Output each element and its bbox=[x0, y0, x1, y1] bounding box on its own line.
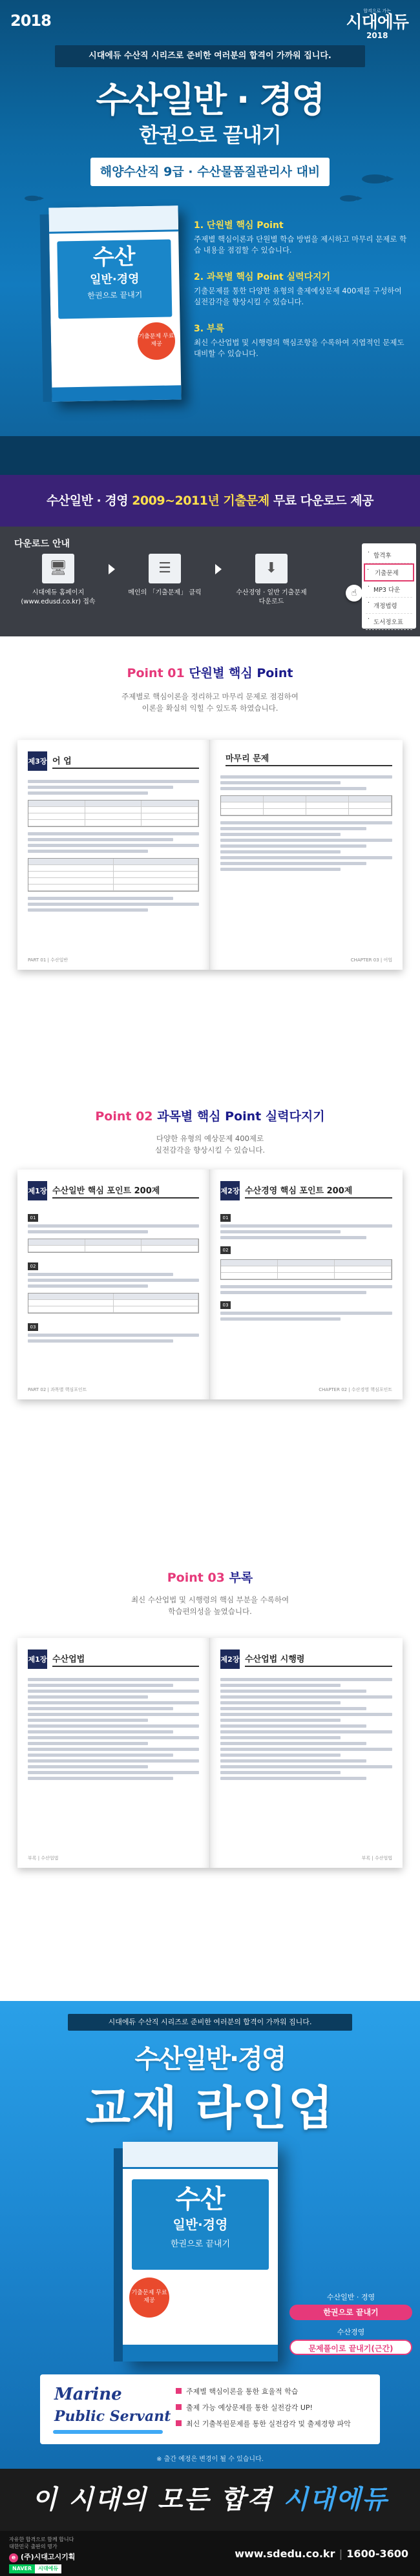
menu-item[interactable]: · 개정법령 bbox=[366, 598, 412, 614]
chapter-title: 마무리 문제 bbox=[226, 751, 392, 766]
text-line bbox=[220, 839, 392, 842]
text-line bbox=[220, 1690, 366, 1693]
text-line bbox=[28, 1713, 199, 1716]
arrow-right-icon bbox=[109, 564, 115, 574]
text-line bbox=[220, 1736, 341, 1739]
series-feature: 주제별 핵심이론을 통한 효율적 학습 bbox=[176, 2386, 370, 2396]
brand-year: 2018 bbox=[366, 31, 388, 40]
text-line bbox=[220, 1719, 341, 1722]
text-line bbox=[28, 1284, 148, 1288]
feature-point-desc: 기출문제를 통한 다양한 유형의 출제예상문제 400제를 구성하여 실전감각을 향상시킬 수 있습니다. bbox=[194, 286, 402, 306]
point-desc-line: 이론을 확실히 익힐 수 있도록 하였습니다. bbox=[142, 704, 278, 713]
text-line bbox=[28, 1736, 199, 1739]
book-title-main: 수산 bbox=[175, 2184, 226, 2214]
point-desc-line: 다양한 유형의 예상문제 400제로 bbox=[156, 1134, 264, 1143]
fish-icon bbox=[25, 196, 40, 201]
book-cover bbox=[48, 205, 181, 401]
publisher-name: (주)시대고시기획 bbox=[21, 2553, 76, 2561]
slogan-highlight: 시대에듀 bbox=[283, 2485, 388, 2515]
fish-icon bbox=[340, 195, 358, 202]
text-line bbox=[220, 1701, 341, 1704]
text-line bbox=[220, 833, 341, 836]
sample-table bbox=[28, 800, 199, 827]
sample-table bbox=[220, 795, 392, 816]
menu-item[interactable]: · 도서정오표 bbox=[366, 614, 412, 630]
text-line bbox=[28, 1695, 148, 1699]
point-03-title bbox=[0, 1568, 420, 1586]
hand-cursor-icon: ☝ bbox=[346, 585, 362, 602]
banner-text-highlight: 2009~2011년 기출문제 bbox=[132, 494, 269, 508]
hero-section bbox=[0, 0, 420, 475]
point-number: Point 02 bbox=[95, 1109, 153, 1124]
question-number: 02 bbox=[28, 1262, 38, 1270]
lineup-book-cover[interactable] bbox=[123, 2142, 278, 2361]
contact-info bbox=[235, 2548, 408, 2560]
publisher-info bbox=[9, 2536, 74, 2550]
point-02-desc bbox=[0, 1133, 420, 1156]
text-line bbox=[28, 1742, 148, 1745]
text-line bbox=[220, 1317, 341, 1321]
point-03-section bbox=[0, 1522, 420, 2001]
chapter-heading bbox=[220, 1649, 392, 1669]
book-header bbox=[123, 2142, 278, 2169]
brand-name: 시대에듀 bbox=[346, 13, 408, 32]
text-line bbox=[220, 1724, 366, 1728]
lineup-title-main: 교재 라인업 bbox=[85, 2081, 335, 2135]
point-01-desc bbox=[0, 691, 420, 714]
chapter-number: 제2장 bbox=[220, 1181, 240, 1200]
book-title-block bbox=[57, 239, 172, 319]
series-logo-line1: Marine bbox=[54, 2385, 122, 2404]
chapter-heading bbox=[28, 751, 199, 771]
text-line bbox=[220, 1765, 392, 1768]
download-step-label: 메인의 「기출문제」 클릭 bbox=[128, 589, 202, 596]
book-lineup-section bbox=[0, 2001, 420, 2531]
hero-tagline: 시대에듀 수산직 시리즈로 준비한 여러분의 합격이 가까워 집니다. bbox=[55, 45, 365, 67]
text-line bbox=[220, 1291, 366, 1294]
question-number: 01 bbox=[220, 1214, 231, 1222]
website-link[interactable]: www.sdedu.co.kr bbox=[235, 2548, 335, 2560]
feature-point-desc: 주제별 핵심이론과 단원별 학습 방법을 제시하고 마무리 문제로 학습 내용을 점검할 수 있습니다. bbox=[194, 235, 407, 255]
publisher-info-line: 대한민국 출판의 명가 bbox=[9, 2544, 58, 2550]
point-desc-line: 최신 수산업법 및 시행령의 핵심 부분을 수록하여 bbox=[131, 1595, 289, 1604]
sample-table bbox=[28, 858, 199, 892]
text-line bbox=[220, 1759, 366, 1763]
page-footer: PART 02 | 과목별 핵심포인트 bbox=[28, 1387, 87, 1392]
slogan-text: 이 시대의 모든 합격 bbox=[32, 2485, 284, 2515]
text-line bbox=[220, 1771, 341, 1774]
text-line bbox=[28, 1771, 199, 1774]
brand-small: 합격으로 가는 bbox=[363, 8, 392, 14]
text-line bbox=[28, 786, 173, 789]
text-line bbox=[28, 1334, 199, 1337]
fish-icon bbox=[362, 174, 388, 183]
seafloor-decoration bbox=[0, 436, 420, 475]
hero-title: 수산일반 · 경영 bbox=[96, 79, 324, 120]
point-number: Point 01 bbox=[127, 666, 185, 680]
text-line bbox=[220, 1707, 366, 1710]
sample-page-left bbox=[17, 740, 210, 970]
text-line bbox=[220, 862, 366, 865]
download-step-label: 수산경영 · 일반 기출문제 다운로드 bbox=[236, 589, 307, 605]
sample-page-left bbox=[17, 1169, 210, 1399]
feature-point bbox=[194, 270, 407, 308]
sample-table bbox=[220, 1259, 392, 1280]
text-line bbox=[220, 1754, 341, 1757]
marine-public-servant-box bbox=[40, 2374, 380, 2444]
question-number: 03 bbox=[220, 1301, 231, 1309]
point-number: Point 03 bbox=[167, 1571, 225, 1585]
point-desc-line: 주제별로 핵심이론을 정리하고 마무리 문제로 점검하여 bbox=[121, 692, 299, 701]
chapter-number: 제1장 bbox=[28, 1181, 47, 1200]
point-02-title bbox=[0, 1107, 420, 1124]
book-footer bbox=[52, 385, 181, 401]
book-title-sub: 일반·경영 bbox=[89, 272, 140, 287]
naver-cafe-badge[interactable] bbox=[9, 2564, 61, 2573]
text-line bbox=[220, 868, 341, 871]
text-line bbox=[220, 775, 392, 779]
feature-points bbox=[194, 218, 407, 373]
chapter-title: 수산경영 핵심 포인트 200제 bbox=[245, 1184, 392, 1199]
sample-page-spread bbox=[17, 740, 403, 970]
publisher-logo[interactable] bbox=[9, 2551, 75, 2562]
book-footer bbox=[123, 2345, 278, 2361]
naver-label: NAVER bbox=[9, 2564, 35, 2573]
text-line bbox=[220, 1285, 392, 1288]
series-logo-line2: Public Servant bbox=[54, 2408, 171, 2425]
page-footer-bar bbox=[0, 2485, 420, 2576]
free-download-banner[interactable] bbox=[0, 475, 420, 527]
book-title-tag: 한권으로 끝내기 bbox=[87, 290, 143, 300]
book-title-sub: 일반·경영 bbox=[173, 2217, 228, 2232]
menu-item[interactable]: · 합격후 bbox=[366, 547, 412, 563]
publisher-info-line: 자유한 합격으로 함께 합니다 bbox=[9, 2537, 74, 2542]
feature-point bbox=[194, 322, 407, 359]
series-feature: 출제 가능 예상문제를 통한 실전감각 UP! bbox=[176, 2402, 370, 2413]
download-step bbox=[126, 554, 204, 598]
text-line bbox=[28, 791, 148, 795]
sample-page-spread bbox=[17, 1638, 403, 1868]
chapter-heading bbox=[28, 1181, 199, 1200]
text-line bbox=[28, 844, 199, 847]
page-footer: CHAPTER 02 | 수산경영 핵심포인트 bbox=[319, 1387, 392, 1392]
question-number: 02 bbox=[220, 1246, 231, 1254]
book-title-tag: 한권으로 끝내기 bbox=[170, 2239, 231, 2249]
book-title-block bbox=[132, 2179, 269, 2270]
banner-text-post: 무료 다운로드 제공 bbox=[269, 494, 373, 508]
text-line bbox=[220, 1713, 392, 1716]
chapter-heading bbox=[220, 1181, 392, 1200]
download-guide bbox=[0, 527, 420, 636]
text-line bbox=[28, 1224, 199, 1228]
chapter-heading bbox=[220, 751, 392, 766]
sample-table bbox=[28, 1293, 199, 1314]
phone-number[interactable]: 1600-3600 bbox=[346, 2548, 408, 2560]
download-step-label: 시대에듀 홈페이지 (www.edusd.co.kr) 접속 bbox=[21, 589, 96, 605]
text-line bbox=[28, 838, 173, 841]
feature-point-title: 2. 과목별 핵심 Point 실력다지기 bbox=[194, 272, 331, 282]
text-line bbox=[220, 1748, 392, 1751]
chapter-title: 수산업법 시행령 bbox=[245, 1652, 392, 1667]
text-line bbox=[220, 1678, 392, 1681]
text-line bbox=[220, 844, 366, 848]
book-title-main: 수산 bbox=[92, 244, 136, 271]
text-line bbox=[28, 1701, 199, 1704]
sample-page-right bbox=[210, 1169, 403, 1399]
chapter-number: 제3장 bbox=[28, 751, 47, 771]
chapter-title: 어 업 bbox=[52, 754, 199, 769]
text-line bbox=[28, 1684, 173, 1687]
point-title-text: 단원별 핵심 Point bbox=[189, 666, 293, 680]
text-line bbox=[220, 1312, 392, 1315]
arrow-right-icon bbox=[215, 564, 222, 574]
text-line bbox=[220, 1236, 366, 1239]
feature-point-title: 3. 부록 bbox=[194, 324, 224, 334]
text-line bbox=[220, 787, 366, 790]
text-line bbox=[220, 850, 341, 853]
text-line bbox=[28, 1719, 148, 1722]
text-line bbox=[220, 1695, 392, 1699]
point-01-title bbox=[0, 664, 420, 681]
text-line bbox=[220, 1684, 341, 1687]
page-footer: CHAPTER 03 | 어업 bbox=[350, 958, 392, 963]
book-free-badge: 기출문제 무료제공 bbox=[138, 322, 176, 360]
text-line bbox=[28, 1765, 148, 1768]
text-line bbox=[28, 1730, 173, 1733]
menu-item[interactable]: · MP3 다운 bbox=[366, 581, 412, 598]
text-line bbox=[28, 1759, 199, 1763]
text-line bbox=[28, 850, 148, 853]
text-line bbox=[28, 1777, 173, 1780]
wave-decoration bbox=[53, 2430, 163, 2434]
chapter-title: 수산업법 bbox=[52, 1652, 199, 1667]
feature-point-title: 1. 단원별 핵심 Point bbox=[194, 220, 284, 231]
lineup-note: ※ 출간 예정은 변경이 될 수 있습니다. bbox=[156, 2456, 264, 2463]
question-number: 01 bbox=[28, 1214, 38, 1222]
lineup-title-top: 수산일반·경영 bbox=[134, 2044, 286, 2074]
chapter-number: 제2장 bbox=[220, 1649, 240, 1669]
naver-cafe-label: 시대에듀 bbox=[35, 2564, 61, 2573]
site-menu-preview bbox=[362, 543, 416, 629]
download-step bbox=[233, 554, 310, 607]
sample-page-left bbox=[17, 1638, 210, 1868]
brand-logo[interactable] bbox=[346, 8, 408, 40]
question-number: 03 bbox=[28, 1323, 38, 1331]
series-feature: 최신 기출복원문제를 통한 실전감각 및 출제경향 파악 bbox=[176, 2418, 370, 2429]
point-03-desc bbox=[0, 1594, 420, 1617]
edition-year: 2018 bbox=[10, 12, 51, 30]
point-01-section bbox=[0, 636, 420, 1089]
text-line bbox=[28, 1707, 173, 1710]
book-spine bbox=[114, 2148, 123, 2361]
feature-point bbox=[194, 218, 407, 256]
chapter-heading bbox=[28, 1649, 199, 1669]
point-desc-line: 실전감각을 향상시킬 수 있습니다. bbox=[154, 1146, 266, 1155]
page-footer: 부록 | 수산업법 bbox=[361, 1856, 392, 1861]
lineup-label-pill[interactable]: 한권으로 끝내기 bbox=[289, 2305, 412, 2320]
text-line bbox=[220, 1230, 341, 1233]
text-line bbox=[28, 1690, 199, 1693]
menu-item-selected[interactable]: · 기출문제 bbox=[364, 563, 414, 581]
lineup-tagline: 시대에듀 수산직 시리즈로 준비한 여러분의 합격이 가까워 집니다. bbox=[68, 2014, 352, 2031]
point-title-text: 과목별 핵심 Point 실력다지기 bbox=[157, 1109, 325, 1124]
text-line bbox=[220, 1777, 366, 1780]
banner-text-pre: 수산일반 · 경영 bbox=[47, 494, 132, 508]
chapter-title: 수산일반 핵심 포인트 200제 bbox=[52, 1184, 199, 1199]
text-line bbox=[220, 1224, 392, 1228]
sample-page-right bbox=[210, 1638, 403, 1868]
download-guide-title: 다운로드 안내 bbox=[14, 539, 70, 549]
lineup-label-caption: 수산경영 bbox=[337, 2328, 365, 2336]
point-title-text: 부록 bbox=[229, 1571, 253, 1585]
text-line bbox=[28, 903, 199, 906]
text-line bbox=[28, 780, 199, 783]
book-spine bbox=[40, 215, 52, 402]
divider: | bbox=[339, 2548, 343, 2560]
point-02-section bbox=[0, 1089, 420, 1522]
sample-table bbox=[28, 1239, 199, 1253]
sample-page-spread bbox=[17, 1169, 403, 1399]
target-exam-badge: 해양수산직 9급 · 수산물품질관리사 대비 bbox=[90, 158, 330, 186]
lineup-labels bbox=[289, 2285, 412, 2355]
chapter-number: 제1장 bbox=[28, 1649, 47, 1669]
publisher-emblem-icon: e bbox=[9, 2553, 18, 2562]
text-line bbox=[220, 827, 366, 830]
book-free-badge: 기출문제 무료제공 bbox=[129, 2278, 169, 2318]
text-line bbox=[28, 897, 173, 900]
download-step bbox=[19, 554, 97, 607]
text-line bbox=[28, 1273, 173, 1276]
lineup-label-pill[interactable]: 문제풀이로 끝내기(근간) bbox=[289, 2340, 412, 2355]
book-header bbox=[48, 205, 178, 233]
page-footer: PART 01 | 수산일반 bbox=[28, 958, 68, 963]
text-line bbox=[28, 1754, 173, 1757]
text-line bbox=[28, 1279, 199, 1282]
series-features bbox=[176, 2386, 370, 2435]
sample-page-right bbox=[210, 740, 403, 970]
text-line bbox=[28, 1230, 148, 1233]
lineup-label-caption: 수산일반 · 경영 bbox=[326, 2293, 375, 2301]
hero-subtitle: 한권으로 끝내기 bbox=[139, 123, 281, 147]
text-line bbox=[28, 1339, 173, 1343]
text-line bbox=[28, 1748, 199, 1751]
menu-click-icon: ☰ bbox=[149, 554, 181, 583]
text-line bbox=[220, 821, 392, 824]
monitor-icon: 🖥 bbox=[42, 554, 74, 583]
point-desc-line: 학습편의성을 높였습니다. bbox=[168, 1607, 252, 1616]
text-line bbox=[28, 908, 148, 912]
slogan-banner bbox=[0, 2469, 420, 2531]
feature-point-desc: 최신 수산업법 및 시행령의 핵심조항을 수록하여 지엽적인 문제도 대비할 수 있습니다. bbox=[194, 338, 404, 358]
download-icon: ⬇ bbox=[255, 554, 288, 583]
text-line bbox=[28, 1678, 199, 1681]
page-footer: 부록 | 수산업법 bbox=[28, 1856, 59, 1861]
text-line bbox=[220, 1742, 366, 1745]
text-line bbox=[28, 1724, 199, 1728]
text-line bbox=[220, 1730, 392, 1733]
text-line bbox=[220, 856, 392, 859]
text-line bbox=[220, 781, 341, 784]
text-line bbox=[28, 832, 199, 835]
